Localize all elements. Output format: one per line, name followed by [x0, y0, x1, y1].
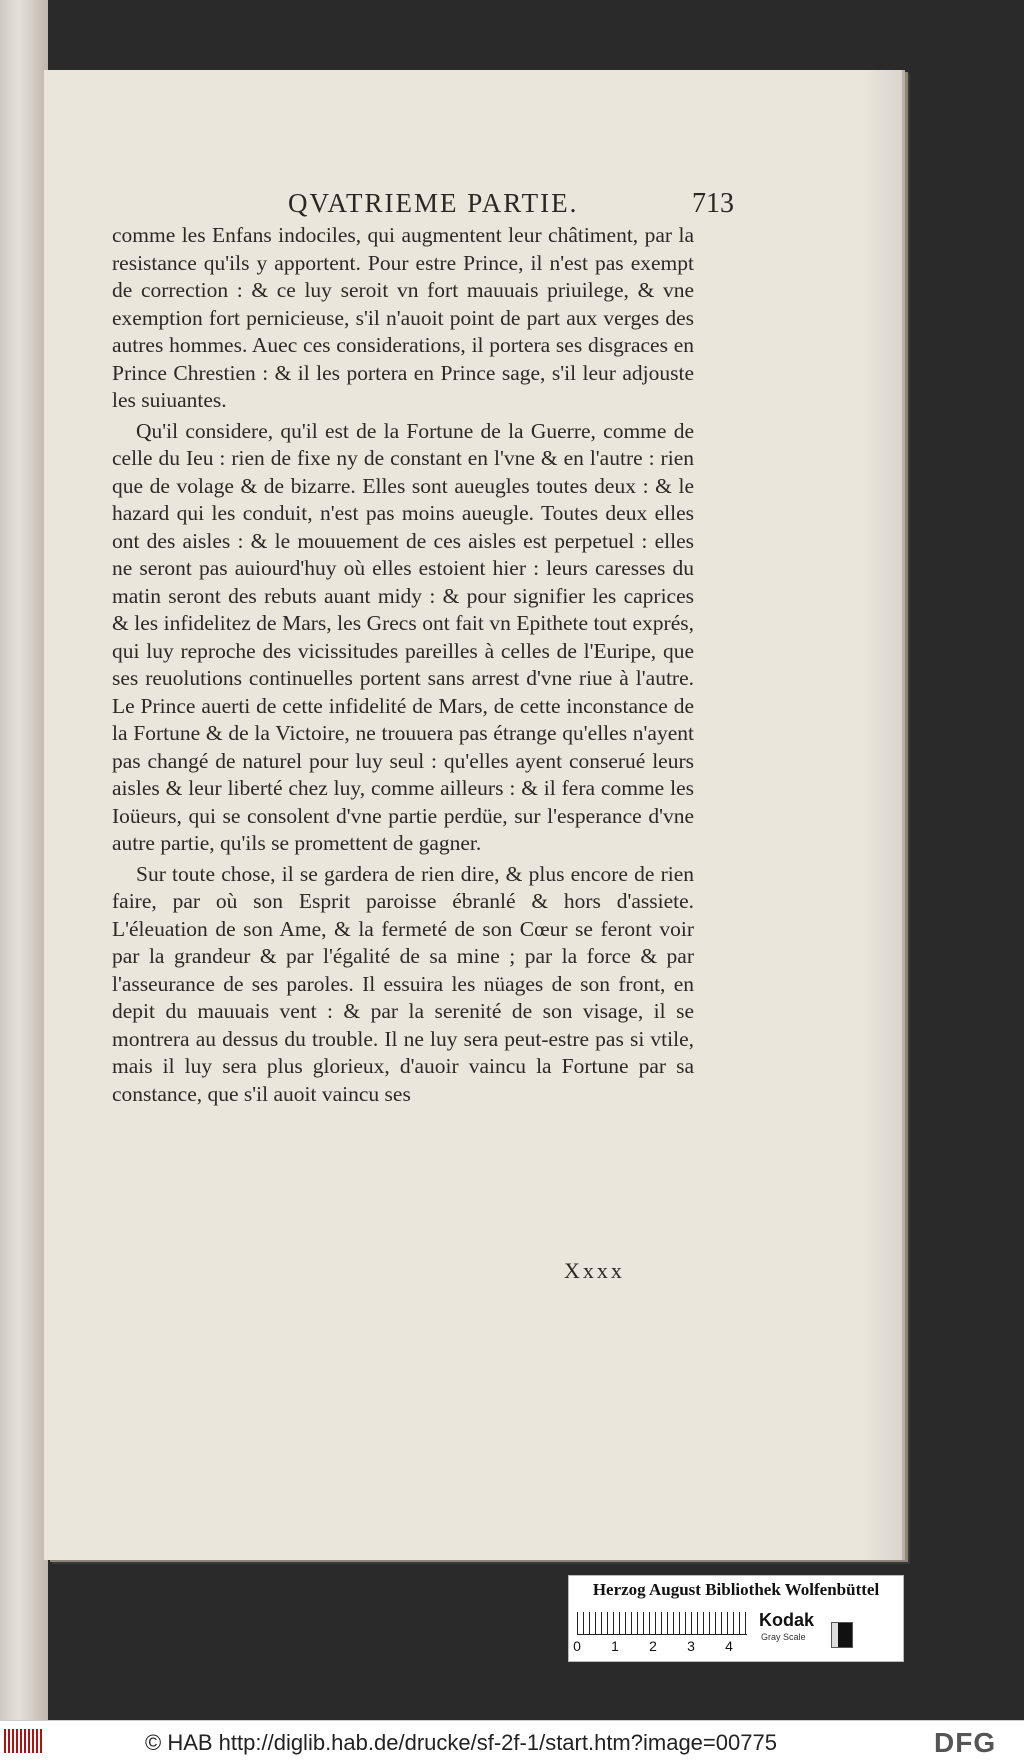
paragraph-3: Sur toute chose, il se gardera de rien dire, & plus encore de rien faire, par où son Esprit paroisse ébranlé & hors d'assiete. L'éleuation de son Ame, & la fermeté de son Cœur se feront voir par la grandeur & par l'égalité de sa mine ; par la force & par l'asseurance de ses paroles. Il essuira les nüages de son front, en depit du mauuais vent : & par la serenité de son visage, il se montrera au dessus du trouble. Il ne luy sera peut-estre pas si vtile, mais il luy sera plus glorieux, d'auoir vaincu la Fortune par sa constance, que s'il auoit vaincu ses	[112, 861, 694, 1106]
ruler-ticks	[577, 1612, 747, 1634]
gray-scale-label: Gray Scale	[761, 1632, 806, 1642]
ruler-number-4: 4	[725, 1638, 733, 1654]
library-color-card	[568, 1575, 904, 1662]
ruler-number-1: 1	[611, 1638, 619, 1654]
library-name: Herzog August Bibliothek Wolfenbüttel	[592, 1580, 880, 1599]
gray-scale-swatch	[831, 1622, 853, 1648]
body-text	[112, 222, 694, 1111]
dfg-logo: DFG	[934, 1727, 997, 1758]
ruler-number-2: 2	[649, 1638, 657, 1654]
barcode-icon	[4, 1729, 44, 1753]
adjacent-page-edge	[0, 0, 48, 1720]
ruler-number-3: 3	[687, 1638, 695, 1654]
book-page	[44, 70, 902, 1560]
page-number: 713	[692, 188, 734, 219]
paragraph-2: Qu'il considere, qu'il est de la Fortune de la Guerre, comme de celle du Ieu : rien de fixe ny de constant en l'vne & en l'autre : rien que de volage & de bizarre. Elles sont aueugles toutes deux : & le hazard qui les conduit, n'est pas moins aueugle. Toutes deux elles ont des aisles : & le mouuement de ces aisles est perpetuel : elles ne seront pas auiourd'huy où elles estoient hier : leurs caresses du matin seront des rebuts auant midy : & pour signifier les caprices & les infidelitez de Mars, les Grecs ont fait vn Epithete tout exprés, qui luy reproche des vicissitudes pareilles à celles de l'Euripe, que ses reuolutions continuelles portent sans arrest d'vne riue à l'autre. Le Prince auerti de cette infidelité de Mars, de cette inconstance de la Fortune & de la Victoire, ne trouuera pas étrange qu'elles n'ayent pas changé de naturel pour luy seul : qu'elles ayent conserué leurs aisles & leur liberté chez luy, comme ailleurs : & il fera comme les Ioüeurs, qui se consolent d'vne partie perdüe, sur l'esperance d'vne autre partie, qu'ils se promettent de gagner.	[112, 418, 694, 855]
ruler-number-0: 0	[573, 1638, 581, 1654]
kodak-logo: Kodak	[759, 1610, 815, 1630]
ruler-baseline	[577, 1634, 747, 1635]
copyright-link[interactable]: © HAB http://diglib.hab.de/drucke/sf-2f-1/start.htm?image=00775	[145, 1730, 777, 1755]
running-head: QVATRIEME PARTIE.	[288, 188, 579, 218]
paragraph-1: comme les Enfans indociles, qui augmentent leur châtiment, par la resistance qu'ils y apportent. Pour estre Prince, il n'est pas exempt de correction : & ce luy seroit vn fort mauuais priuilege, & vne exemption fort pernicieuse, s'il n'auoit point de part aux verges des autres hommes. Auec ces considerations, il portera ses disgraces en Prince Chrestien : & il les portera en Prince sage, s'il leur adjouste les suiuantes.	[112, 223, 694, 412]
footer-bar	[0, 1720, 1024, 1760]
catchword: Xxxx	[564, 1258, 625, 1283]
